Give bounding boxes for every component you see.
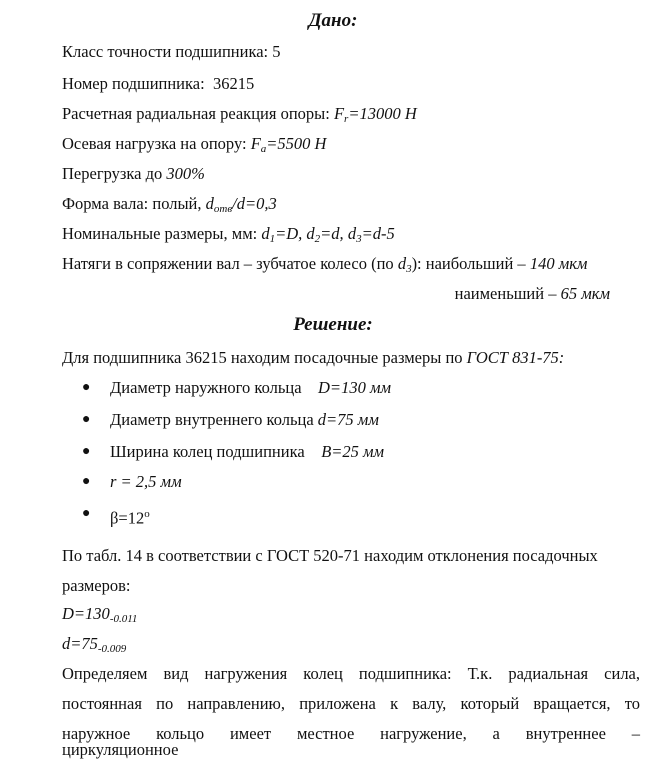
solution-intro-text: Для подшипника 36215 находим посадочные размеры по xyxy=(62,348,463,367)
D-deviation xyxy=(62,604,137,624)
nominal-label: Номинальные размеры, мм: xyxy=(62,224,258,243)
nominal-d3-sub: 3 xyxy=(356,233,362,245)
bullet-dot: ● xyxy=(82,444,91,459)
bullet-label: β=12 xyxy=(110,508,145,528)
overload-value: 300% xyxy=(166,164,205,183)
interference-min: 65 мкм xyxy=(560,284,610,303)
nominal-d1: d xyxy=(261,224,270,243)
paragraph-line-2: постоянная по направлению, приложена к валу, который вращается, то xyxy=(62,694,640,713)
accuracy-class-line: Класс точности подшипника: 5 xyxy=(62,42,281,61)
bullet-dot: ● xyxy=(82,412,91,427)
paragraph-line-1: Определяем вид нагружения колец подшипника: Т.к. радиальная сила, xyxy=(62,664,640,683)
bearing-number-line xyxy=(62,74,254,94)
interference-label: Натяги в сопряжении вал – зубчатое колесо (по xyxy=(62,254,394,273)
bullet-inner-diameter xyxy=(110,410,379,430)
overload-line xyxy=(62,164,205,184)
bullet-dot: ● xyxy=(82,506,91,521)
radial-reaction-label: Расчетная радиальная реакция опоры: xyxy=(62,104,330,123)
solution-heading: Решение: xyxy=(293,314,373,335)
axial-load-sub: a xyxy=(260,143,267,155)
bullet-radius xyxy=(110,472,182,492)
radial-reaction-sub: r xyxy=(344,113,349,125)
d-deviation xyxy=(62,634,126,654)
overload-label: Перегрузка до xyxy=(62,164,163,183)
d-main: d=75 xyxy=(62,634,98,653)
interference-var: d xyxy=(397,254,407,273)
bullet-outer-diameter xyxy=(110,378,391,398)
nominal-d2-value: =d, xyxy=(320,224,344,243)
interference-line xyxy=(62,254,587,274)
nominal-d2-sub: 2 xyxy=(314,233,321,245)
shaft-form-sub: отв xyxy=(213,203,233,215)
bearing-number-label: Номер подшипника: xyxy=(62,74,205,93)
shaft-form-line xyxy=(62,194,277,214)
interference-sub: 3 xyxy=(406,263,412,275)
table-text-line-1: По табл. 14 в соответствии с ГОСТ 520-71 находим отклонения посадочных xyxy=(62,546,598,565)
bullet-value: D=130 мм xyxy=(318,378,392,397)
bullet-label: Диаметр внутреннего кольца xyxy=(110,410,314,429)
paragraph-line-4-cut: циркуляционное xyxy=(62,740,179,759)
nominal-d1-sub: 1 xyxy=(269,233,276,245)
axial-load-label: Осевая нагрузка на опору: xyxy=(62,134,247,153)
nominal-d1-value: =D, xyxy=(275,224,303,243)
shaft-form-value: /d=0,3 xyxy=(232,194,277,213)
axial-load-var: F xyxy=(250,134,261,153)
bullet-beta xyxy=(110,504,150,529)
nominal-d3-value: =d-5 xyxy=(361,224,395,243)
shaft-form-var: d xyxy=(205,194,214,213)
shaft-form-label: Форма вала: полый, xyxy=(62,194,202,213)
bullet-dot: ● xyxy=(82,474,91,489)
axial-load-line xyxy=(62,134,326,154)
nominal-sizes-line xyxy=(62,224,395,244)
D-sub: -0.011 xyxy=(109,613,138,625)
radial-reaction-value: =13000 Н xyxy=(348,104,417,123)
paragraph-line-3: наружное кольцо имеет местное нагружение, а внутреннее – xyxy=(62,724,640,743)
D-main: D=130 xyxy=(62,604,110,623)
radial-reaction-line xyxy=(62,104,417,124)
interference-mid: ): наибольший – xyxy=(411,254,526,273)
interference-min-line xyxy=(455,284,610,304)
bullet-value: d=75 мм xyxy=(317,410,379,429)
nominal-d2: d xyxy=(306,224,315,243)
bullet-value: B=25 мм xyxy=(321,442,385,461)
interference-max: 140 мкм xyxy=(529,254,588,273)
given-heading: Дано: xyxy=(308,10,358,31)
d-sub: -0.009 xyxy=(97,643,127,655)
bullet-ring-width xyxy=(110,442,384,462)
table-text-line-2: размеров: xyxy=(62,576,131,595)
solution-intro xyxy=(62,348,564,368)
solution-intro-ref: ГОСТ 831-75: xyxy=(466,348,565,367)
bullet-label: Диаметр наружного кольца xyxy=(110,378,302,397)
interference-min-label: наименьший – xyxy=(454,284,557,303)
nominal-d3: d xyxy=(347,224,357,243)
bearing-number-value: 36215 xyxy=(212,74,255,93)
bullet-value: о xyxy=(144,508,150,520)
bullet-label: Ширина колец подшипника xyxy=(110,442,305,461)
axial-load-value: =5500 Н xyxy=(266,134,327,153)
bullet-dot: ● xyxy=(82,380,91,395)
bullet-value: r = 2,5 мм xyxy=(110,472,182,491)
radial-reaction-var: F xyxy=(333,104,345,123)
